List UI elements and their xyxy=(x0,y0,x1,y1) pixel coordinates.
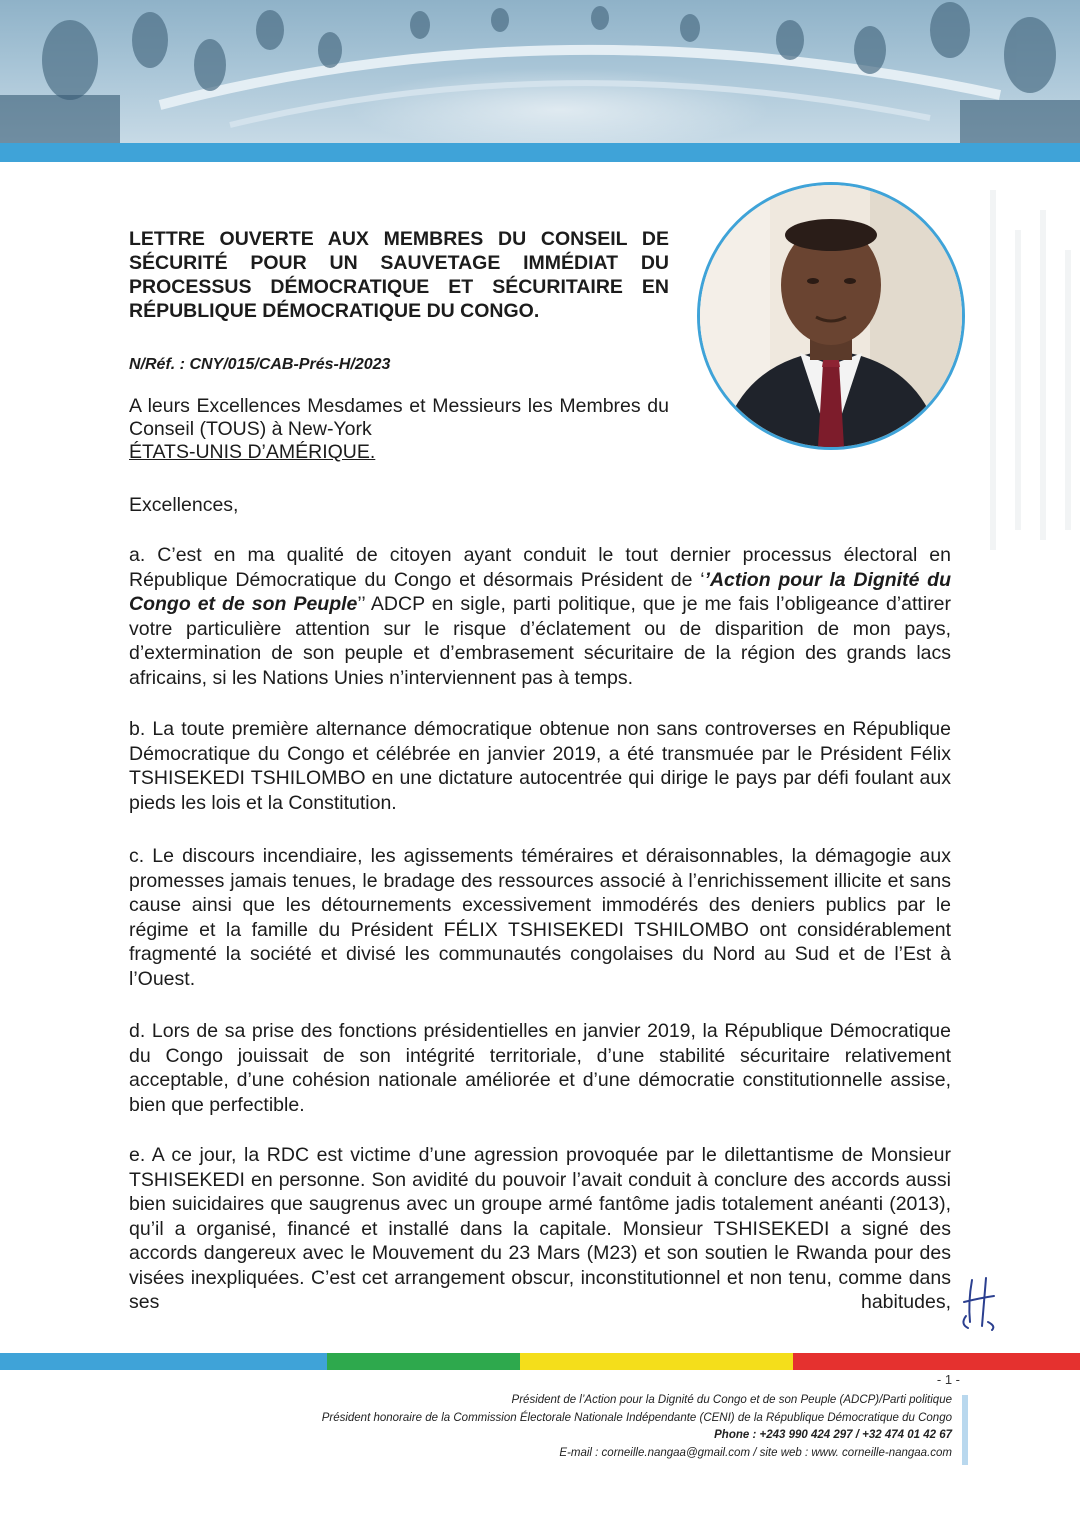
color-segment-green xyxy=(327,1353,520,1370)
footer-rule xyxy=(962,1395,968,1465)
page-number: - 1 - xyxy=(936,1372,960,1387)
footer-line-1: Président de l’Action pour la Dignité du Congo et de son Peuple (ADCP)/Parti politique xyxy=(511,1394,952,1406)
reference-number: N/Réf. : CNY/015/CAB-Prés-H/2023 xyxy=(129,356,391,373)
flag-color-bar xyxy=(0,1353,1080,1370)
paragraph-a xyxy=(129,543,951,690)
footer-contact: E-mail : corneille.nangaa@gmail.com / site web : www. corneille-nangaa.com xyxy=(559,1446,952,1459)
color-segment-blue xyxy=(0,1353,327,1370)
footer-line-2: Président honoraire de la Commission Électorale Nationale Indépendante (CENI) de la République Démocratique du Congo xyxy=(321,1411,952,1424)
header-banner xyxy=(0,0,1080,143)
paragraph-e: e. A ce jour, la RDC est victime d’une agression provoquée par le dilettantisme de Monsieur TSHISEKEDI en personne. Son avidité du pouvoir l’avait conduit à conclure des accords aussi bien suicidaires que saugrenus avec un groupe armé fantôme jadis totalement anéanti (2013), qu’il a organisé, financé et installé dans la capitale. Monsieur TSHISEKEDI a signé des accords dangereux avec le Mouvement du 23 Mars (M23) et son soutien le Rwanda pour des visées inexpliquées. C’est cet arrangement obscur, inconstitutionnel et non tenu, comme dans ses habitudes, xyxy=(129,1144,951,1313)
author-portrait xyxy=(697,182,965,450)
party-name: ’Action pour la Dignité du Congo et de son Peuple xyxy=(129,568,951,615)
color-segment-red xyxy=(793,1353,1080,1370)
watermark-graphic xyxy=(970,170,1080,570)
address-country: ÉTATS-UNIS D’AMÉRIQUE. xyxy=(129,441,376,463)
salutation: Excellences, xyxy=(129,494,239,516)
address-line: A leurs Excellences Mesdames et Messieurs les Membres du Conseil (TOUS) à New-York xyxy=(129,395,669,440)
banner-stripe xyxy=(0,143,1080,162)
paragraph-b: b. La toute première alternance démocratique obtenue non sans controverses en République Démocratique du Congo et célébrée en janvier 2019, a été transmuée par le Président Félix TSHISEKEDI TSHILOMBO en une dictature autocentrée qui dirige le pays par défi foulant aux pieds les lois et la Constitution. xyxy=(129,718,951,814)
color-segment-yellow xyxy=(520,1353,793,1370)
paragraph-d: d. Lors de sa prise des fonctions présidentielles en janvier 2019, la République Démocratique du Congo jouissait de son intégrité territoriale, d’une stabilité sécuritaire relativement acceptable, d’une cohésion nationale améliorée et d’une démocratie constitutionnelle assise, bien que perfectible. xyxy=(129,1020,951,1116)
paragraph-a-text-cont: ’’ ADCP en sigle, parti politique, que je me fais l’obligeance d’attirer votre particulière attention sur le risque d’éclatement ou de disparition de mon pays, d’extermination de son peuple et d’embrasement sécuritaire de la région des grands lacs africains, si les Nations Unies n’interviennent pas à temps. xyxy=(129,593,951,689)
paragraph-c: c. Le discours incendiaire, les agissements téméraires et déraisonnables, la démagogie aux promesses jamais tenues, le bradage des ressources associé à l’enrichissement illicite et sans cause ainsi que les détournements excessivement immodérés des deniers publics par le régime et la famille du Président FÉLIX TSHISEKEDI TSHILOMBO ont considérablement fragmenté la société et divisé les communautés congolaises du Nord au Sud et de l’Est à l’Ouest. xyxy=(129,845,951,990)
portrait-image xyxy=(700,185,962,447)
letter-title: LETTRE OUVERTE AUX MEMBRES DU CONSEIL DE SÉCURITÉ POUR UN SAUVETAGE IMMÉDIAT DU PROCESSUS DÉMOCRATIQUE ET SÉCURITAIRE EN RÉPUBLIQUE DÉMOCRATIQUE DU CONGO. xyxy=(129,228,669,322)
footer-phone: Phone : +243 990 424 297 / +32 474 01 42 67 xyxy=(714,1429,952,1441)
recipient-address xyxy=(129,395,669,464)
council-chamber-image xyxy=(0,0,1080,143)
handwritten-initials-icon xyxy=(958,1272,1002,1332)
paragraph-a-text: a. C’est en ma qualité de citoyen ayant conduit le tout dernier processus électoral en République Démocratique du Congo et désormais Président de ‘ xyxy=(129,544,951,591)
footer xyxy=(322,1392,952,1462)
